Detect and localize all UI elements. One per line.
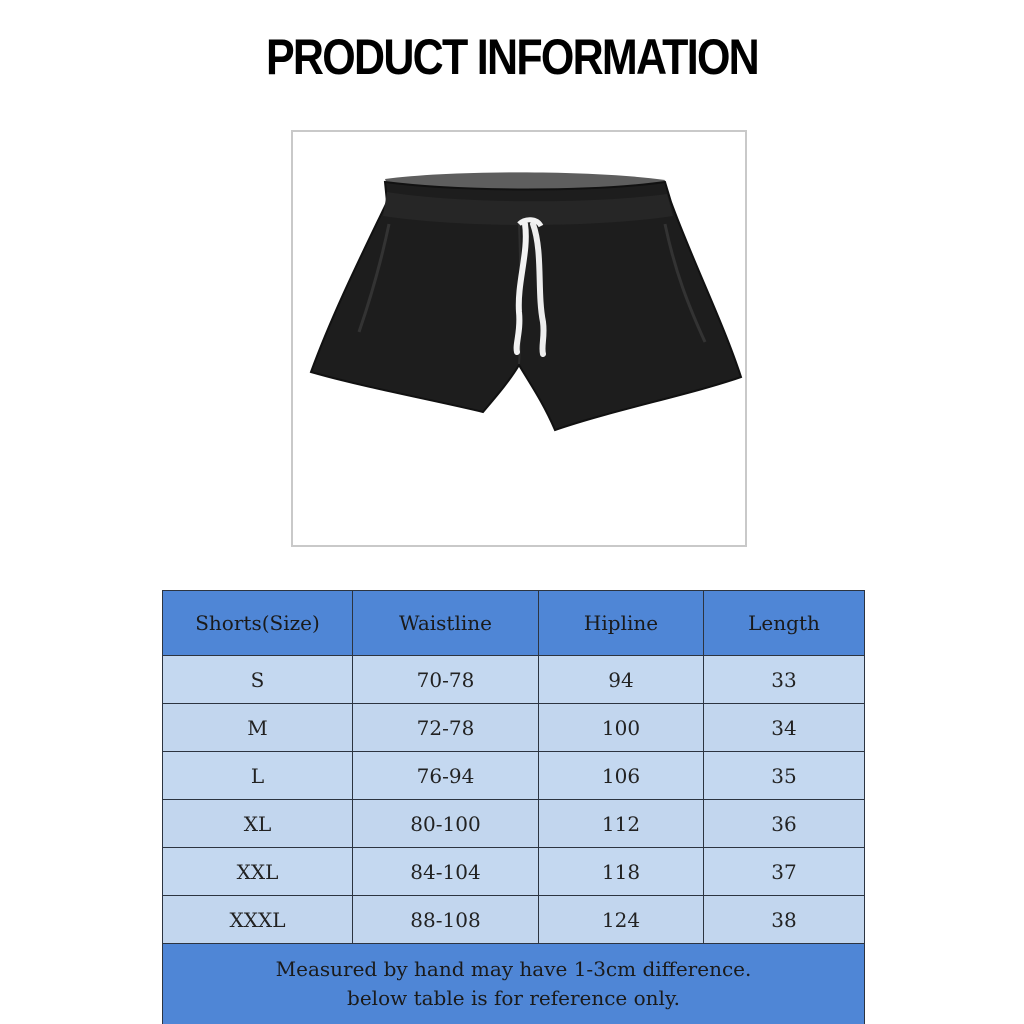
cell-size: XL bbox=[163, 800, 353, 848]
table-row bbox=[163, 656, 865, 704]
cell-hipline: 94 bbox=[539, 656, 704, 704]
header-hipline: Hipline bbox=[539, 591, 704, 656]
table-row bbox=[163, 752, 865, 800]
cell-length: 34 bbox=[704, 704, 865, 752]
note-line: below table is for reference only. bbox=[347, 986, 680, 1010]
header-length: Length bbox=[704, 591, 865, 656]
cell-size: XXL bbox=[163, 848, 353, 896]
cell-waistline: 84-104 bbox=[353, 848, 539, 896]
table-header-row bbox=[163, 591, 865, 656]
cell-waistline: 76-94 bbox=[353, 752, 539, 800]
size-chart-table bbox=[162, 590, 865, 1024]
page-title: PRODUCT INFORMATION bbox=[265, 29, 759, 85]
header-waistline: Waistline bbox=[353, 591, 539, 656]
cell-hipline: 112 bbox=[539, 800, 704, 848]
table-row bbox=[163, 800, 865, 848]
cell-hipline: 106 bbox=[539, 752, 704, 800]
cell-hipline: 124 bbox=[539, 896, 704, 944]
table-note-row bbox=[163, 944, 865, 1024]
cell-length: 37 bbox=[704, 848, 865, 896]
cell-hipline: 100 bbox=[539, 704, 704, 752]
table-row bbox=[163, 896, 865, 944]
cell-waistline: 80-100 bbox=[353, 800, 539, 848]
cell-length: 38 bbox=[704, 896, 865, 944]
cell-size: XXXL bbox=[163, 896, 353, 944]
shorts-illustration bbox=[293, 132, 745, 545]
cell-size: L bbox=[163, 752, 353, 800]
header-size: Shorts(Size) bbox=[163, 591, 353, 656]
table-row bbox=[163, 704, 865, 752]
cell-waistline: 72-78 bbox=[353, 704, 539, 752]
cell-size: M bbox=[163, 704, 353, 752]
cell-waistline: 88-108 bbox=[353, 896, 539, 944]
cell-length: 35 bbox=[704, 752, 865, 800]
product-image bbox=[291, 130, 747, 547]
cell-hipline: 118 bbox=[539, 848, 704, 896]
cell-length: 36 bbox=[704, 800, 865, 848]
cell-waistline: 70-78 bbox=[353, 656, 539, 704]
note-line: Measured by hand may have 1-3cm difference. bbox=[275, 957, 752, 981]
cell-length: 33 bbox=[704, 656, 865, 704]
table-row bbox=[163, 848, 865, 896]
measurement-note bbox=[163, 944, 865, 1024]
cell-size: S bbox=[163, 656, 353, 704]
